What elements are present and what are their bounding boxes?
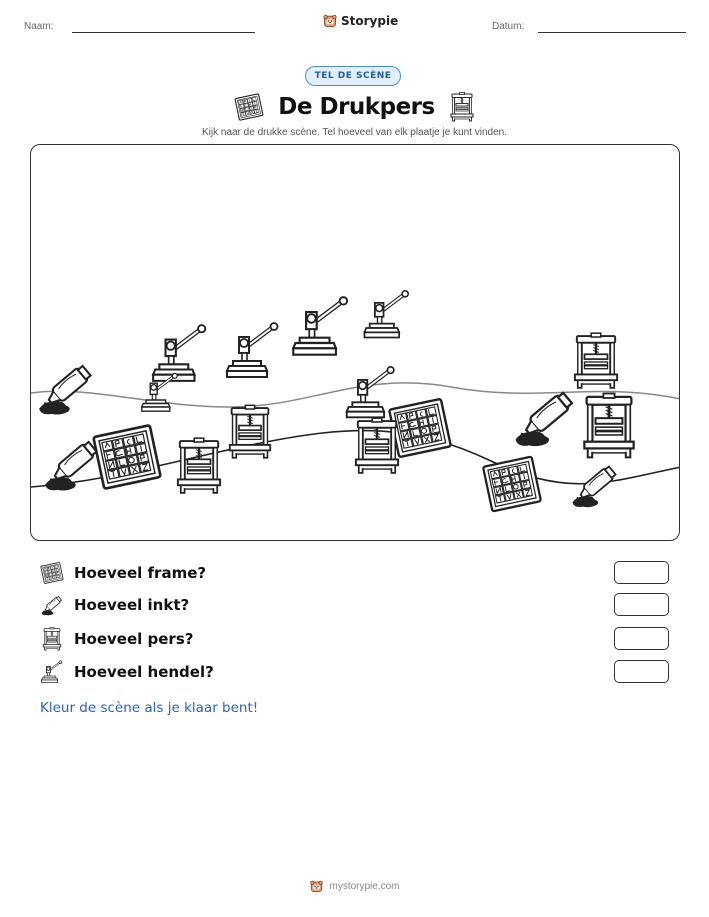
mascot-icon bbox=[309, 879, 324, 894]
coloring-note: Kleur de scène als je klaar bent! bbox=[40, 700, 259, 716]
name-label: Naam: bbox=[24, 21, 54, 32]
letter-frame-icon bbox=[93, 425, 160, 489]
activity-badge: TEL DE SCÈNE bbox=[305, 66, 401, 86]
ink-tube-icon bbox=[39, 364, 92, 414]
instructions: Kijk naar de drukke scène. Tel hoeveel van elk plaatje je kunt vinden. bbox=[201, 127, 507, 138]
lever-press-icon bbox=[153, 325, 205, 381]
date-line[interactable] bbox=[538, 32, 686, 33]
answer-box[interactable] bbox=[614, 660, 669, 683]
answer-box[interactable] bbox=[614, 561, 669, 584]
printing-press-icon bbox=[40, 627, 64, 651]
mascot-icon bbox=[322, 13, 338, 29]
letter-frame-icon bbox=[40, 561, 64, 585]
date-label: Datum: bbox=[492, 21, 525, 32]
question-text: Hoeveel inkt? bbox=[74, 596, 190, 614]
ink-tube-icon bbox=[45, 440, 98, 490]
page-title: De Drukpers bbox=[278, 94, 435, 120]
counting-scene bbox=[30, 144, 680, 541]
question-text: Hoeveel pers? bbox=[74, 630, 194, 648]
letter-frame-icon bbox=[234, 92, 264, 122]
answer-box[interactable] bbox=[614, 593, 669, 616]
printing-press-icon bbox=[178, 438, 220, 493]
question-row bbox=[40, 659, 670, 685]
lever-press-icon bbox=[293, 297, 347, 355]
lever-press-icon bbox=[347, 367, 394, 417]
footer bbox=[0, 879, 709, 894]
lever-press-icon bbox=[364, 291, 408, 338]
ink-tube-icon bbox=[40, 593, 64, 617]
question-row bbox=[40, 560, 670, 586]
printing-press-icon bbox=[230, 405, 270, 457]
ink-tube-icon bbox=[572, 465, 616, 507]
printing-press-icon bbox=[449, 92, 475, 122]
letter-frame-icon bbox=[483, 457, 541, 512]
printing-press-icon bbox=[356, 418, 398, 473]
printing-press-icon bbox=[575, 333, 617, 388]
letter-frame-icon bbox=[389, 399, 451, 457]
name-line[interactable] bbox=[72, 32, 255, 33]
ink-tube-icon bbox=[516, 391, 574, 446]
question-row bbox=[40, 626, 670, 652]
lever-press-icon bbox=[40, 660, 64, 684]
printing-press-icon bbox=[584, 394, 633, 458]
brand-logo bbox=[322, 13, 398, 29]
answer-box[interactable] bbox=[614, 627, 669, 650]
question-text: Hoeveel hendel? bbox=[74, 663, 214, 681]
question-row bbox=[40, 592, 670, 618]
footer-url[interactable]: mystorypie.com bbox=[329, 881, 400, 892]
question-text: Hoeveel frame? bbox=[74, 564, 207, 582]
brand-text: Storypie bbox=[341, 14, 399, 28]
scene-illustration bbox=[31, 145, 680, 541]
title-row bbox=[0, 92, 709, 122]
lever-press-icon bbox=[227, 323, 278, 377]
